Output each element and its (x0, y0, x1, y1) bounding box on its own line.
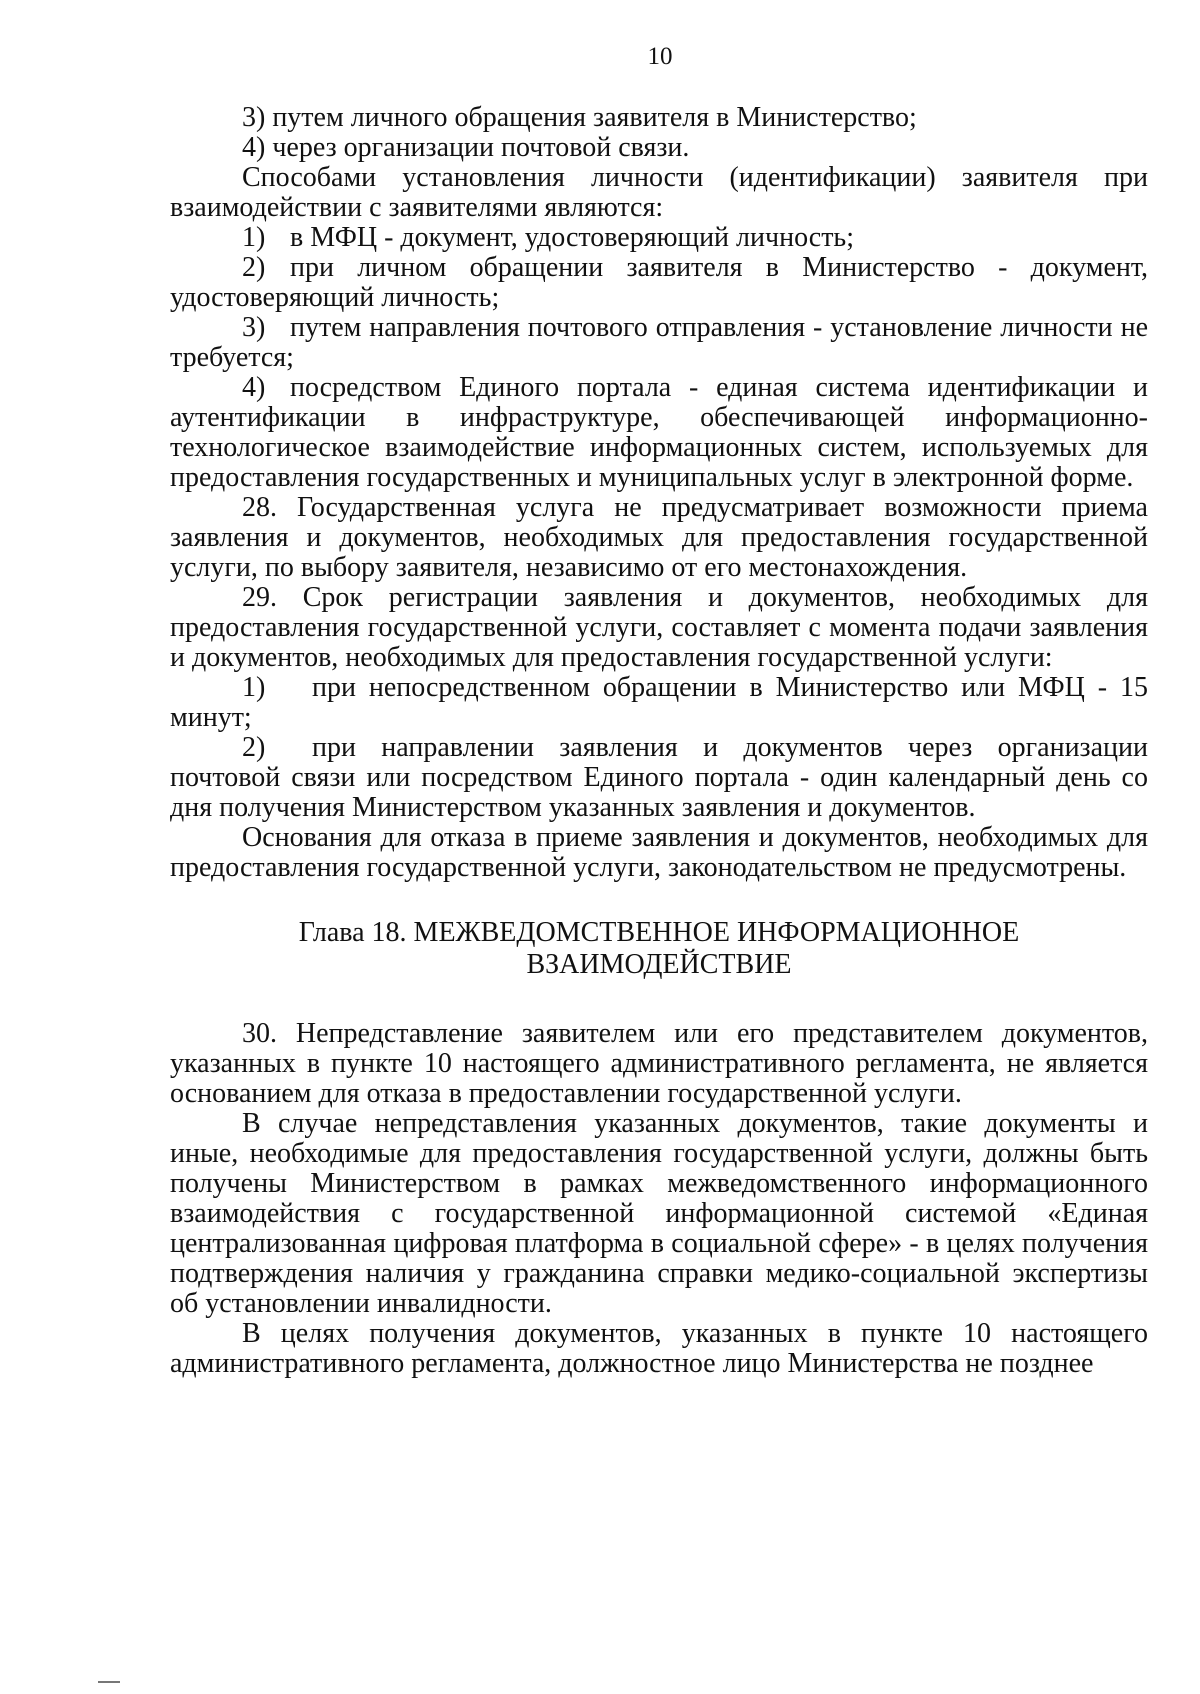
paragraph: В целях получения документов, указанных в пункте 10 настоящего административного регламента, должностное лицо Министерства не позднее (170, 1318, 1148, 1379)
paragraph: 30. Непредставление заявителем или его представителем документов, указанных в пункте 10 настоящего административного регламента, не является основанием для отказа в предоставлении государственной услуги. (170, 1018, 1148, 1109)
paragraph: Способами установления личности (идентификации) заявителя при взаимодействии с заявителями являются: (170, 162, 1148, 223)
paragraph: 3) путем личного обращения заявителя в Министерство; (242, 102, 917, 133)
list-item (170, 313, 1148, 373)
list-item-number: 3) (242, 312, 266, 343)
list-item (170, 673, 1148, 733)
document-body (170, 103, 1148, 1379)
list-item-number: 2) (242, 732, 266, 763)
paragraph: Основания для отказа в приеме заявления и документов, необходимых для предоставления государственной услуги, законодательством не предусмотрены. (170, 822, 1148, 883)
list-item-number: 4) (242, 372, 266, 403)
list-item-number: 2) (242, 252, 266, 283)
list-item (170, 373, 1148, 493)
list-item-text: при личном обращении заявителя в Министерство - документ, удостоверяющий личность; (170, 252, 1148, 313)
list-item (170, 733, 1148, 823)
scan-edge-mark (98, 1681, 120, 1683)
paragraph: 28. Государственная услуга не предусматривает возможности приема заявления и документов, необходимых для предоставления государственной услуги, по выбору заявителя, независимо от его местонахождения. (170, 492, 1148, 583)
paragraph: 4) через организации почтовой связи. (242, 132, 690, 163)
chapter-heading (170, 883, 1148, 1019)
section-identification-and-registration (170, 103, 1148, 883)
list-item-text: при направлении заявления и документов через организации почтовой связи или посредством Единого портала - один календарный день со дня получения Министерством указанных заявления и документов. (170, 732, 1148, 823)
list-item (170, 253, 1148, 313)
list-item-text: путем направления почтового отправления - установление личности не требуется; (170, 312, 1148, 373)
list-item-text: в МФЦ - документ, удостоверяющий личность; (290, 222, 854, 253)
list-item-number: 1) (242, 222, 266, 253)
page-number: 10 (647, 43, 673, 70)
list-item-text: посредством Единого портала - единая система идентификации и аутентификации в инфраструктуре, обеспечивающей информационно-технологическое взаимодействие информационных систем, используемых для предоставления государственных и муниципальных услуг в электронной форме. (170, 372, 1148, 493)
chapter-heading-line-2: ВЗАИМОДЕЙСТВИЕ (526, 949, 792, 980)
paragraph: В случае непредставления указанных документов, такие документы и иные, необходимые для предоставления государственной услуги, должны быть получены Министерством в рамках межведомственного информационного взаимодействия с государственной информационной системой «Единая централизованная цифровая платформа в социальной сфере» - в целях получения подтверждения наличия у гражданина справки медико-социальной экспертизы об установлении инвалидности. (170, 1108, 1148, 1319)
list-item-number: 1) (242, 672, 266, 703)
section-interagency-interaction (170, 1019, 1148, 1379)
paragraph: 29. Срок регистрации заявления и документов, необходимых для предоставления государственной услуги, составляет с момента подачи заявления и документов, необходимых для предоставления государственной услуги: (170, 582, 1148, 673)
list-item-text: при непосредственном обращении в Министерство или МФЦ - 15 минут; (170, 672, 1148, 733)
chapter-heading-line-1: Глава 18. МЕЖВЕДОМСТВЕННОЕ ИНФОРМАЦИОННОЕ (298, 917, 1020, 948)
list-item (170, 223, 1148, 253)
